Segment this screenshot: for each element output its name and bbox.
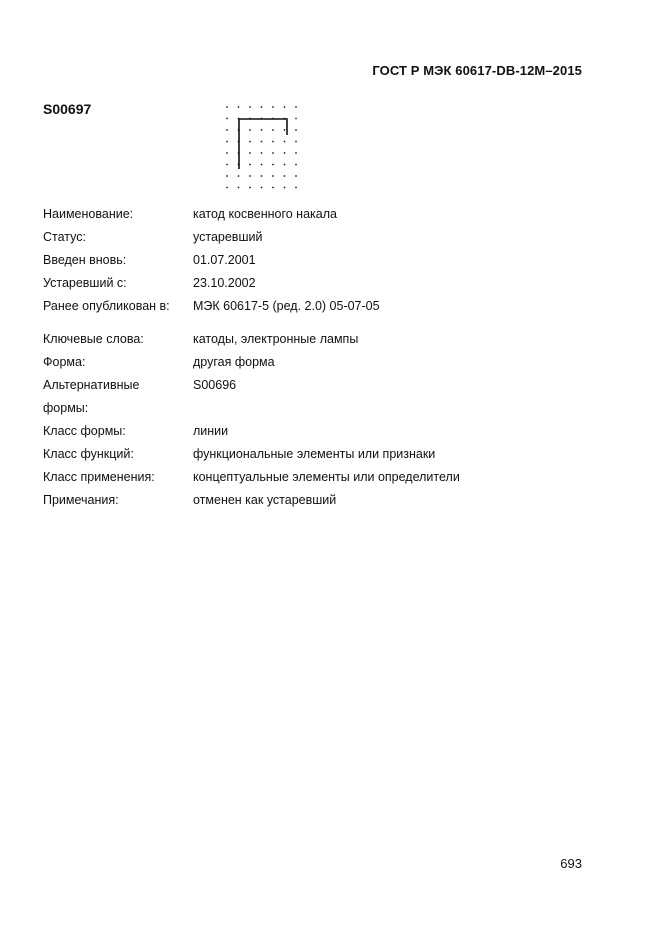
property-label: Ранее опубликован в: — [43, 299, 170, 313]
property-row — [43, 374, 603, 420]
property-value: другая форма — [193, 355, 275, 369]
grid-dot — [272, 175, 274, 177]
symbol-code: S00697 — [43, 101, 92, 117]
grid-dot — [284, 187, 286, 189]
grid-dot — [238, 175, 240, 177]
properties-main — [43, 203, 603, 318]
grid-dot — [295, 129, 297, 131]
grid-dot — [249, 175, 251, 177]
grid-dot — [272, 164, 274, 166]
grid-dot — [238, 106, 240, 108]
grid-dot — [295, 106, 297, 108]
grid-dot — [272, 152, 274, 154]
grid-dot — [249, 164, 251, 166]
grid-dot — [261, 141, 263, 143]
property-row — [43, 466, 603, 489]
grid-dot — [295, 118, 297, 120]
property-label: Класс применения: — [43, 470, 155, 484]
grid-dot — [295, 141, 297, 143]
grid-dot — [249, 152, 251, 154]
grid-dot — [284, 175, 286, 177]
property-row — [43, 443, 603, 466]
grid-dot — [226, 129, 228, 131]
grid-dot — [238, 187, 240, 189]
grid-dot — [272, 141, 274, 143]
grid-dot — [261, 175, 263, 177]
property-label: Класс функций: — [43, 447, 134, 461]
property-value: линии — [193, 424, 229, 438]
grid-dot — [226, 164, 228, 166]
property-row — [43, 420, 603, 443]
property-row — [43, 489, 603, 512]
grid-dot — [261, 187, 263, 189]
property-row — [43, 203, 603, 226]
grid-dot — [284, 152, 286, 154]
property-label: Введен вновь: — [43, 253, 127, 267]
property-value: S00696 — [193, 378, 237, 392]
grid-dot — [226, 106, 228, 108]
property-value: МЭК 60617-5 (ред. 2.0) 05-07-05 — [193, 299, 380, 313]
property-label: Устаревший с: — [43, 276, 127, 290]
grid-dot — [261, 106, 263, 108]
property-value: 23.10.2002 — [193, 276, 256, 290]
grid-dot — [295, 152, 297, 154]
grid-dot — [295, 175, 297, 177]
grid-dot — [284, 164, 286, 166]
property-row — [43, 249, 603, 272]
property-label: Примечания: — [43, 493, 119, 507]
grid-dot — [249, 141, 251, 143]
grid-dot — [226, 118, 228, 120]
grid-dot — [295, 164, 297, 166]
grid-dot — [272, 129, 274, 131]
grid-dot — [249, 187, 251, 189]
property-label: Ключевые слова: — [43, 332, 144, 346]
page-number: 693 — [560, 856, 582, 871]
grid-dot — [284, 129, 286, 131]
grid-dot — [284, 141, 286, 143]
property-label: Класс формы: — [43, 424, 126, 438]
grid-dot — [249, 129, 251, 131]
grid-dot — [295, 187, 297, 189]
property-value: 01.07.2001 — [193, 253, 256, 267]
grid-dot — [261, 152, 263, 154]
document-header-id: ГОСТ Р МЭК 60617-DB-12M–2015 — [372, 63, 582, 78]
indirectly-heated-cathode-icon — [220, 100, 310, 196]
property-value: устаревший — [193, 230, 263, 244]
property-row — [43, 295, 603, 318]
grid-dot — [226, 141, 228, 143]
property-value: катод косвенного накала — [193, 207, 337, 221]
grid-dot — [272, 187, 274, 189]
grid-dot — [226, 175, 228, 177]
property-label: Форма: — [43, 355, 86, 369]
property-label: Статус: — [43, 230, 86, 244]
grid-dot — [226, 187, 228, 189]
symbol-line — [239, 119, 287, 169]
grid-dot — [284, 106, 286, 108]
property-row — [43, 351, 603, 374]
property-value: отменен как устаревший — [193, 493, 337, 507]
property-label: Наименование: — [43, 207, 134, 221]
properties-extra — [43, 328, 603, 512]
property-value: функциональные элементы или признаки — [193, 447, 436, 461]
grid-dot — [249, 106, 251, 108]
property-label: Альтернативные формы: — [43, 378, 140, 415]
property-row — [43, 226, 603, 249]
grid-dot — [261, 164, 263, 166]
property-value: концептуальные элементы или определители — [193, 470, 460, 484]
symbol-figure — [220, 100, 310, 201]
property-row — [43, 272, 603, 295]
grid-dot — [226, 152, 228, 154]
grid-dot — [272, 106, 274, 108]
grid-dot — [261, 129, 263, 131]
property-row — [43, 328, 603, 351]
property-value: катоды, электронные лампы — [193, 332, 359, 346]
